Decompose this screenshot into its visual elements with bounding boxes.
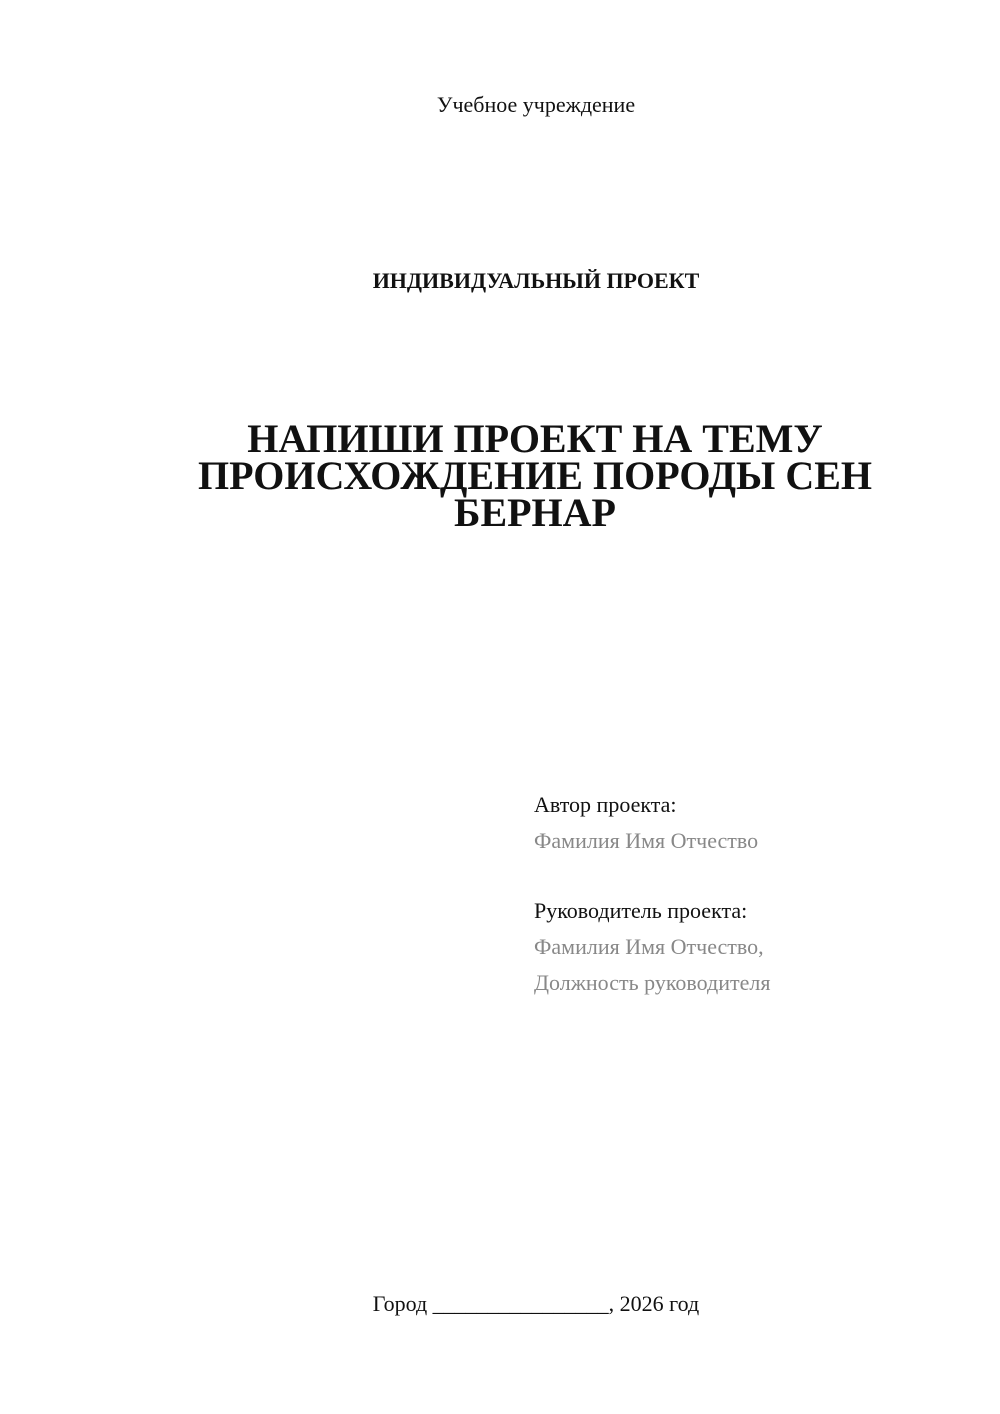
- supervisor-block: [534, 893, 954, 1001]
- project-title-line: ПРОИСХОЖДЕНИЕ ПОРОДЫ СЕН: [197, 453, 873, 498]
- project-title-line: БЕРНАР: [454, 490, 616, 535]
- project-title-line: НАПИШИ ПРОЕКТ НА ТЕМУ: [247, 416, 823, 461]
- author-label: Автор проекта:: [534, 792, 677, 817]
- city-year-footer: Город ________________, 2026 год: [372, 1291, 700, 1316]
- author-name-placeholder: Фамилия Имя Отчество: [534, 828, 759, 853]
- project-title: [170, 416, 900, 535]
- project-type-heading: ИНДИВИДУАЛЬНЫЙ ПРОЕКТ: [372, 268, 700, 293]
- supervisor-position-placeholder: Должность руководителя: [534, 970, 771, 995]
- supervisor-label: Руководитель проекта:: [534, 898, 748, 923]
- supervisor-name-placeholder: Фамилия Имя Отчество,: [534, 934, 764, 959]
- author-block: [534, 787, 954, 859]
- institution-name: Учебное учреждение: [436, 92, 636, 117]
